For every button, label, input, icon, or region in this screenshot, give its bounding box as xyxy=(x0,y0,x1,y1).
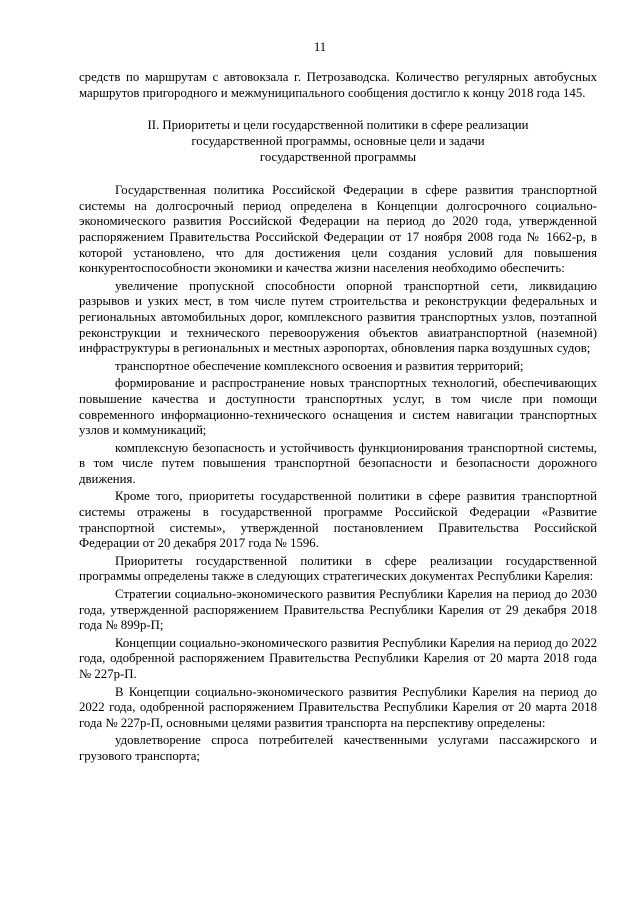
paragraph-transport-goals: В Концепции социально-экономического развития Республики Карелия на период до 2022 года, одобренной распоряжением Правительства Республики Карелия от 20 марта 2018 года № 227р-П, основными целями развития транспорта на перспективу определены: xyxy=(79,684,597,730)
page-content xyxy=(79,70,597,767)
paragraph-demand-satisfaction: удовлетворение спроса потребителей качественными услугами пассажирского и грузового транспорта; xyxy=(79,733,597,763)
paragraph-federal-policy: Государственная политика Российской Федерации в сфере развития транспортной системы на долгосрочный период определена в Концепции долгосрочного социально-экономического развития Российской Федерации на период до 2020 года, утвержденной распоряжением Правительства Российской Федерации от 17 ноября 2008 года № 1662-р, в которой установлено, что для достижения цели создания условий для повышения конкурентоспособности экономики и качества жизни населения необходимо обеспечить: xyxy=(79,183,597,276)
section-heading-line: II. Приоритеты и цели государственной политики в сфере реализации xyxy=(147,118,529,133)
paragraph-strategy-2030: Стратегии социально-экономического развития Республики Карелия на период до 2030 года, утвержденной распоряжением Правительства Республики Карелия от 29 декабря 2018 года № 899р-П; xyxy=(79,587,597,633)
paragraph-state-program: Кроме того, приоритеты государственной политики в сфере развития транспортной системы отражены в государственной программе Российской Федерации «Развитие транспортной системы», утвержденной постановлением Правительства Российской Федерации от 20 декабря 2017 года № 1596. xyxy=(79,489,597,551)
paragraph-safety: комплексную безопасность и устойчивость функционирования транспортной системы, в том числе путем повышения транспортной безопасности и безопасности дорожного движения. xyxy=(79,440,597,486)
paragraph-new-technologies: формирование и распространение новых транспортных технологий, обеспечивающих повышение качества и доступности транспортных услуг, в том числе при помощи современного информационно-технического оснащения и систем навигации транспортных узлов и коммуникаций; xyxy=(79,376,597,438)
paragraph-concept-2022: Концепции социально-экономического развития Республики Карелия на период до 2022 года, одобренной распоряжением Правительства Республики Карелия от 20 марта 2018 года № 227р-П. xyxy=(79,635,597,681)
page-number: 11 xyxy=(313,40,327,54)
section-heading-line: государственной программы, основные цели и задачи xyxy=(191,134,485,149)
paragraph-regional-documents: Приоритеты государственной политики в сфере реализации государственной программы определены также в следующих стратегических документах Республики Карелия: xyxy=(79,553,597,584)
paragraph-network-capacity: увеличение пропускной способности опорной транспортной сети, ликвидацию разрывов и узких мест, в том числе путем строительства и реконструкции федеральных и региональных автомобильных дорог, комплексного развития транспортных узлов, поэтапной реконструкции и технического перевооружения объектов авиатранспортной (наземной) инфраструктуры в региональных и местных аэропортах, обновления парка воздушных судов; xyxy=(79,278,597,356)
paragraph-territory-development: транспортное обеспечение комплексного освоения и развития территорий; xyxy=(115,358,524,373)
intro-paragraph: средств по маршрутам с автовокзала г. Петрозаводска. Количество регулярных автобусных маршрутов пригородного и межмуниципального сообщения достигло к концу 2018 года 145. xyxy=(79,70,597,100)
section-heading xyxy=(79,117,597,165)
section-heading-line: государственной программы xyxy=(259,150,417,165)
